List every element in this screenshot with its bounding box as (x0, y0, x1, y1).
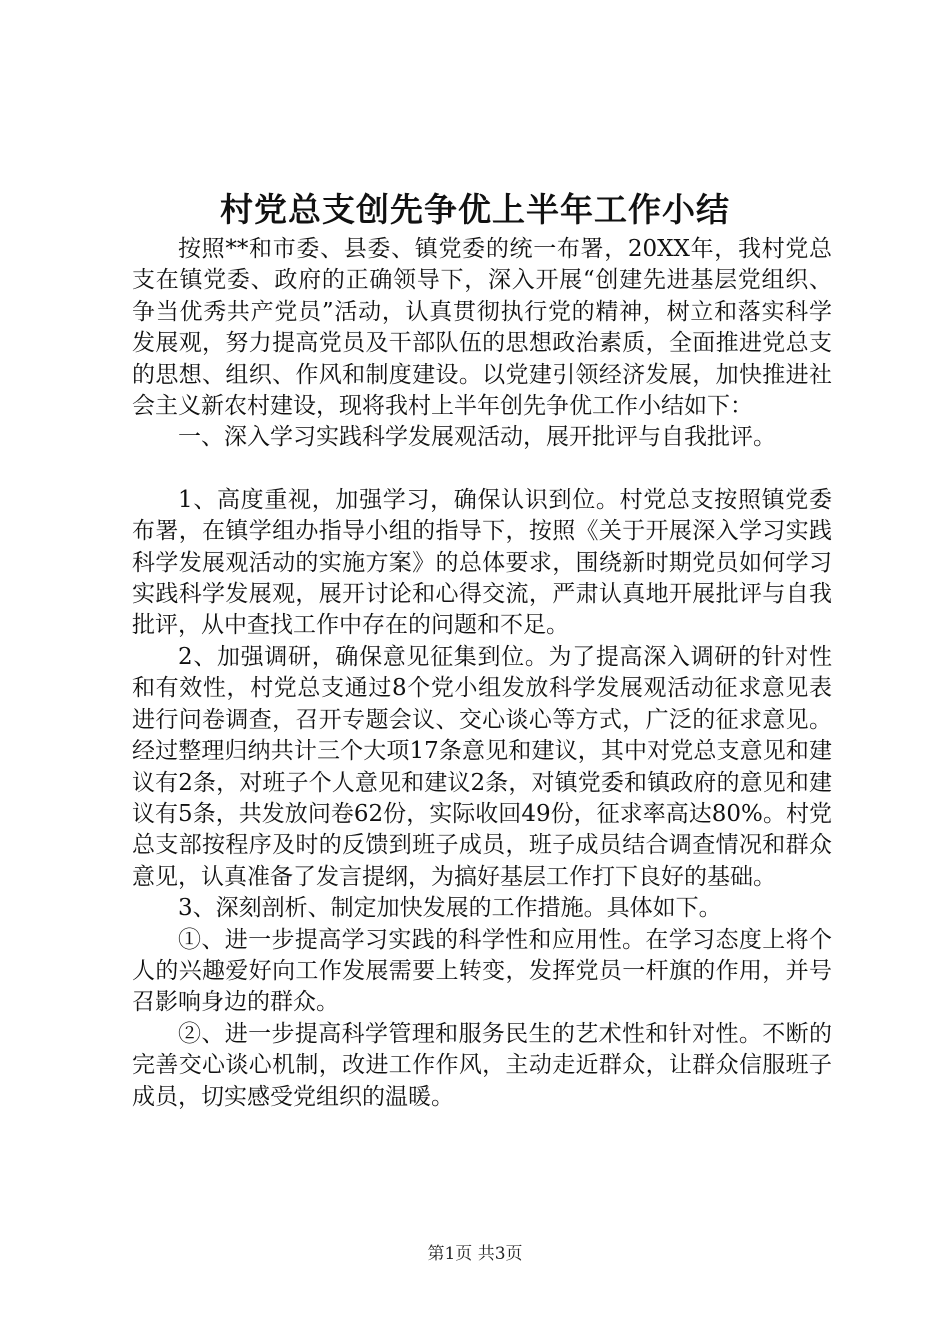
document-body (132, 234, 832, 1113)
intro-paragraph: 按照**和市委、县委、镇党委的统一布署，20XX年，我村党总支在镇党委、政府的正确领导下，深入开展“创建先进基层党组织、争当优秀共产党员”活动，认真贯彻执行党的精神，树立和落实科学发展观，努力提高党员及干部队伍的思想政治素质，全面推进党总支的思想、组织、作风和制度建设。以党建引领经济发展，加快推进社会主义新农村建设，现将我村上半年创先争优工作小结如下： (132, 236, 832, 420)
sub-item-paragraph-2: ②、进一步提高科学管理和服务民生的艺术性和针对性。不断的完善交心谈心机制，改进工作作风，主动走近群众，让群众信服班子成员，切实感受党组织的温暖。 (132, 1020, 832, 1110)
item-paragraph-1: 1、高度重视，加强学习，确保认识到位。村党总支按照镇党委布署，在镇学组办指导小组的指导下，按照《关于开展深入学习实践科学发展观活动的实施方案》的总体要求，围绕新时期党员如何学习实践科学发展观，展开讨论和心得交流，严肃认真地开展批评与自我批评，从中查找工作中存在的问题和不足。 (132, 486, 832, 639)
document-title: 村党总支创先争优上半年工作小结 (220, 190, 730, 229)
item-paragraph-3: 3、深刻剖析、制定加快发展的工作措施。具体如下。 (178, 895, 722, 922)
page-footer: 第1页 共3页 (427, 1244, 523, 1264)
section-heading-1: 一、深入学习实践科学发展观活动，展开批评与自我批评。 (178, 424, 776, 451)
sub-item-paragraph-1: ①、进一步提高学习实践的科学性和应用性。在学习态度上将个人的兴趣爱好向工作发展需要上转变，发挥党员一杆旗的作用，并号召影响身边的群众。 (132, 926, 832, 1016)
item-paragraph-2: 2、加强调研，确保意见征集到位。为了提高深入调研的针对性和有效性，村党总支通过8个党小组发放科学发展观活动征求意见表进行问卷调查，召开专题会议、交心谈心等方式，广泛的征求意见。经过整理归纳共计三个大项17条意见和建议，其中对党总支意见和建议有2条，对班子个人意见和建议2条，对镇党委和镇政府的意见和建议有5条，共发放问卷62份，实际收回49份，征求率高达80%。村党总支部按程序及时的反馈到班子成员，班子成员结合调查情况和群众意见，认真准备了发言提纲，为搞好基层工作打下良好的基础。 (132, 643, 832, 890)
